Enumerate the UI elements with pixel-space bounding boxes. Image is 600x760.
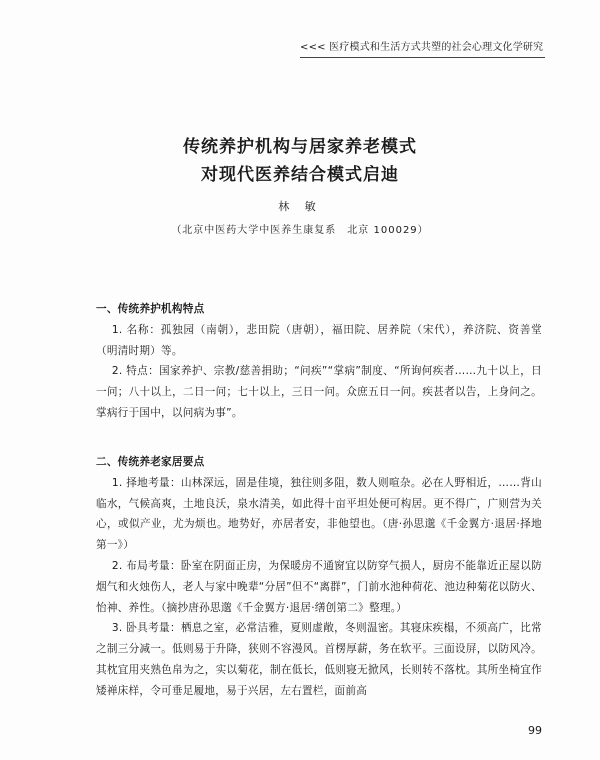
paragraph: 3. 卧具考量：栖息之室，必常洁雅，夏则虚敞，冬则温密。其寝床疾榻，不须高广，比常之制三分减一。低则易于升降，狭则不容漫风。首楞厚薪，务在软平。三面设屏，以防风冷。其枕宜用夹熟色帛为之，实以菊花，制在低长，低则寝无掀风，长则转不落枕。其所坐椅宜作矮禅床样，令可垂足履地，易于兴居，左右置栏，面前高 xyxy=(96,622,542,697)
paragraph: 2. 特点：国家养护、宗教/慈善捐助；“问疾”“掌病”制度、“所询何疾者……九十以上，日一问；八十以上，二日一问；七十以上，三日一问。众庶五日一问。疾甚者以告，上身问之。掌病行于国中，以问病为事”。 xyxy=(96,365,542,419)
section-heading: 一、传统养护机构特点 xyxy=(96,303,205,315)
section-1 xyxy=(96,299,542,424)
running-header: <<< 医疗模式和生活方式共塑的社会心理文化学研究 xyxy=(300,42,544,53)
author-affiliation: （北京中医药大学中医养生康复系 北京 100029） xyxy=(171,225,429,236)
header-rule xyxy=(300,57,545,58)
page-number: 99 xyxy=(528,724,542,737)
author-name: 林 敏 xyxy=(278,200,322,213)
paragraph: 1. 择地考量：山林深远，固是佳境，独往则多阻，数人则喧杂。必在人野相近，……背山临水，气候高爽，土地良沃，泉水清美，如此得十亩平坦处便可构居。更不得广，广则营为关心，或似产业，尤为烦也。地势好，亦居者安，非他望也。（唐·孙思邈《千金翼方·退居·择地第一》） xyxy=(96,476,542,552)
paragraph: 1. 名称：孤独园（南朝），悲田院（唐朝），福田院、居养院（宋代），养济院、资善堂（明清时期）等。 xyxy=(96,323,542,357)
article-title-line-1: 传统养护机构与居家养老模式 xyxy=(183,137,417,157)
paragraph: 2. 布局考量：卧室在阴面正房，为保暖房不通窗宜以防穿气损人，厨房不能靠近正屋以防烟气和火烛伤人，老人与家中晚辈“分居”但不“离群”，门前水池种荷花、池边种菊花以防火、怡神、养性。（摘抄唐孙思邈《千金翼方·退居·缮创第二》整理。） xyxy=(96,559,542,614)
article-title-line-2: 对现代医养结合模式启迪 xyxy=(201,165,399,185)
section-2 xyxy=(96,452,542,702)
section-heading: 二、传统养老家居要点 xyxy=(96,456,205,468)
